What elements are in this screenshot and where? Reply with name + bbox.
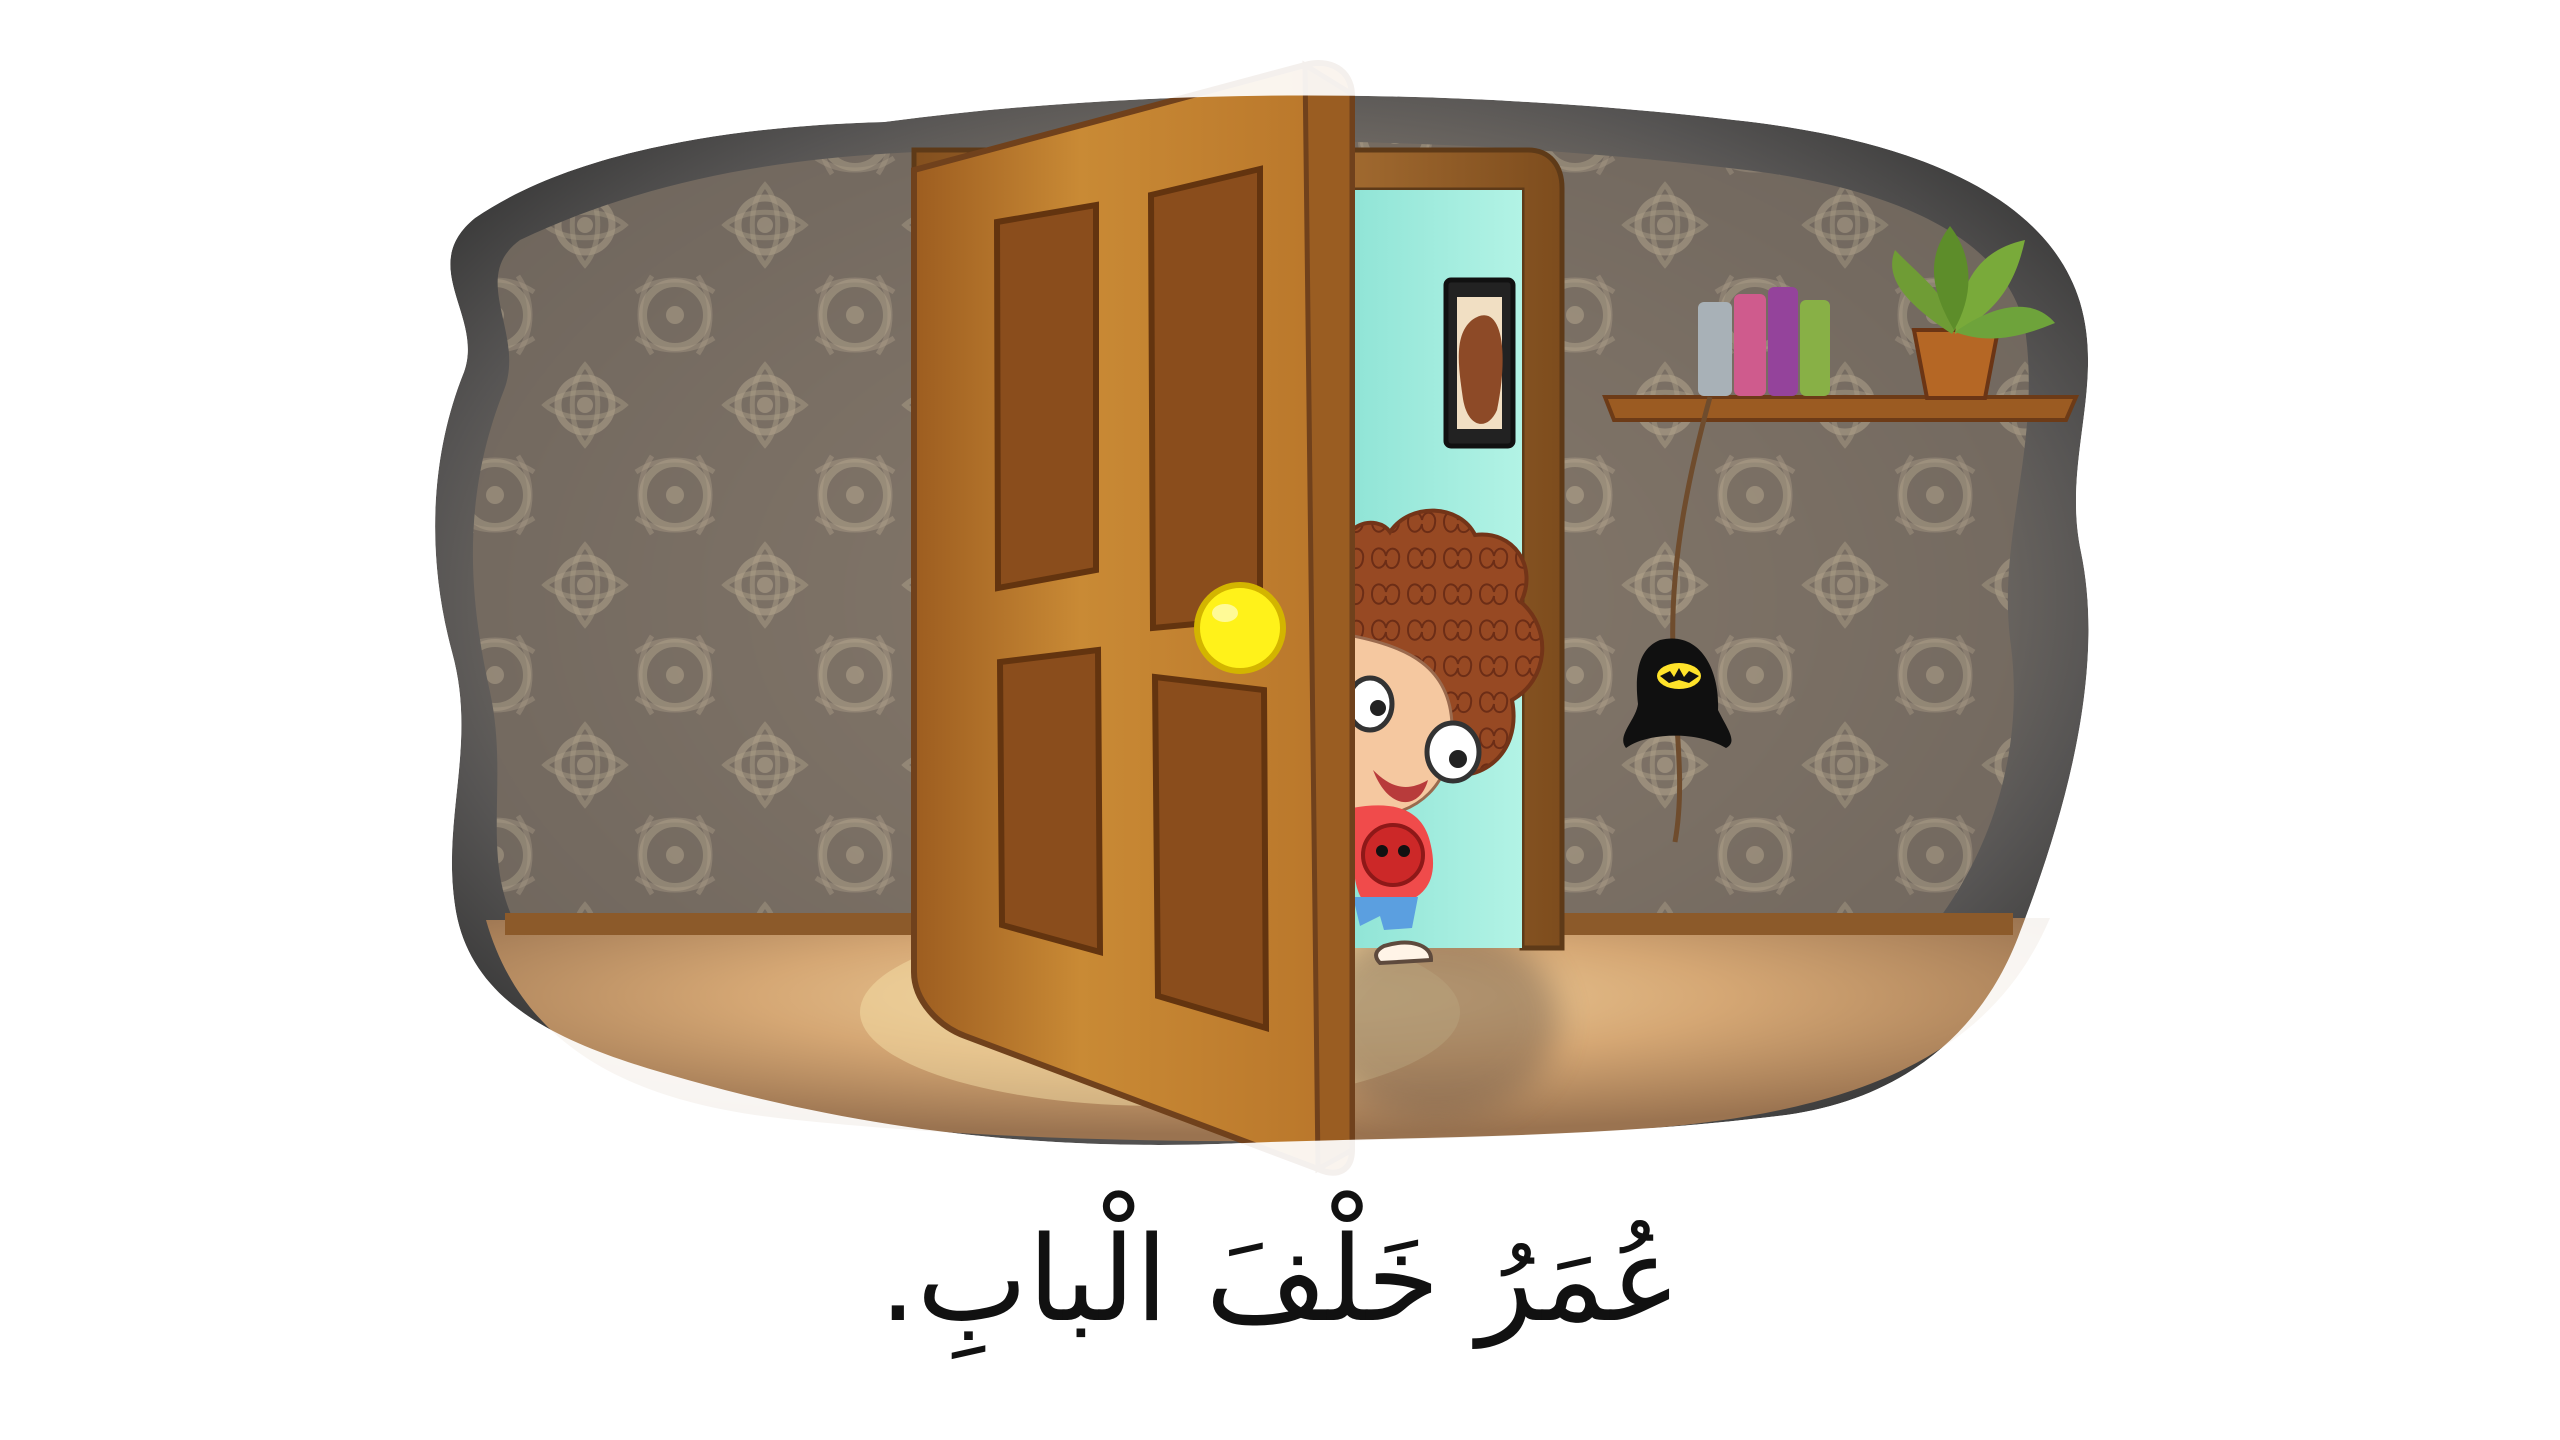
door-panel-bottom-right — [1155, 677, 1266, 1028]
book — [1698, 302, 1732, 396]
door-panel-top-left — [997, 205, 1096, 588]
open-door — [914, 63, 1352, 1173]
door-knob — [1197, 585, 1283, 671]
book — [1768, 287, 1798, 396]
boy-shoe — [1376, 943, 1431, 963]
book — [1800, 300, 1830, 396]
caption-text: عُمَرُ خَلْفَ الْبابِ. — [879, 1210, 1681, 1349]
right-baseboard — [1558, 913, 2013, 935]
toy-ball — [1363, 825, 1423, 885]
left-baseboard — [505, 913, 967, 935]
book — [1734, 294, 1766, 396]
door-panel-top-right — [1151, 169, 1260, 628]
door-panel-bottom-left — [1000, 650, 1100, 952]
story-caption — [0, 1185, 2560, 1375]
